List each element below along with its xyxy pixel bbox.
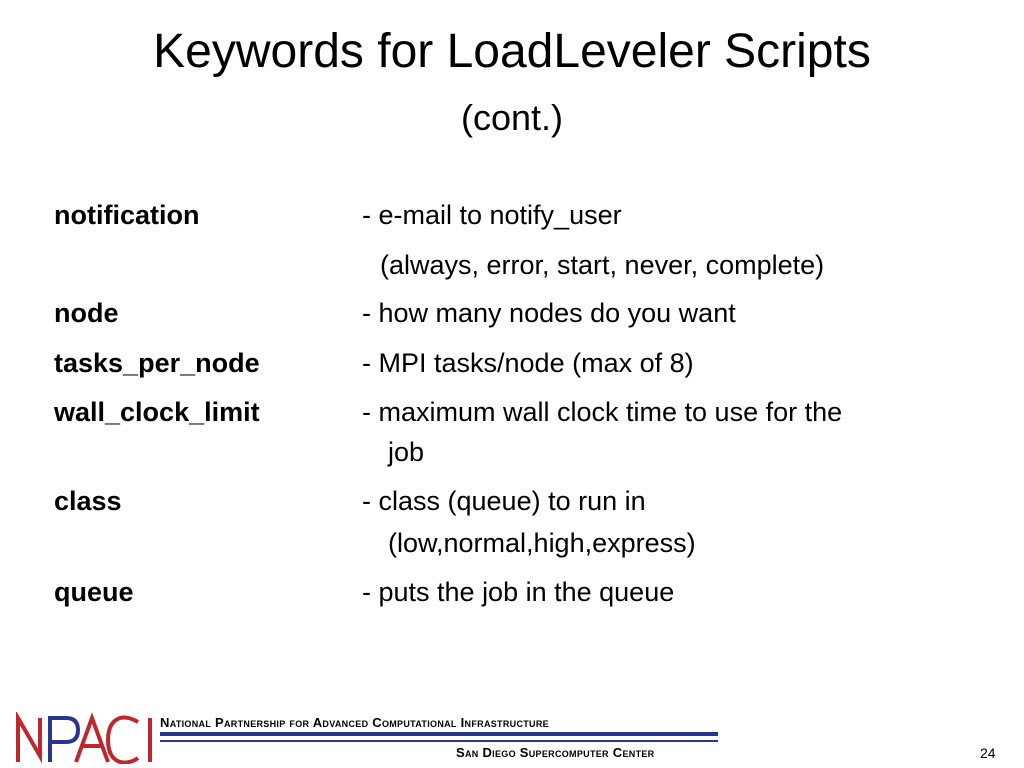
footer-center: San Diego Supercomputer Center (456, 745, 655, 760)
npaci-logo (14, 712, 158, 764)
footer-rule-top (160, 732, 718, 736)
footer-rule-bottom (160, 740, 718, 742)
keyword-class: class (54, 486, 122, 516)
slide-subtitle: (cont.) (460, 97, 564, 138)
desc-tasks-per-node: - MPI tasks/node (max of 8) (362, 348, 694, 378)
keyword-node: node (54, 298, 119, 328)
desc-class: - class (queue) to run in (362, 486, 646, 516)
page-number: 24 (980, 745, 996, 761)
desc-node: - how many nodes do you want (362, 298, 736, 328)
keyword-tasks-per-node: tasks_per_node (54, 348, 260, 378)
keyword-queue: queue (54, 577, 134, 607)
desc-notification: - e-mail to notify_user (362, 200, 622, 230)
keyword-notification: notification (54, 200, 200, 230)
desc-wall-clock-limit-cont: job (388, 437, 425, 467)
slide-title: Keywords for LoadLeveler Scripts (153, 25, 871, 78)
footer-organization: National Partnership for Advanced Computational Infrastructure (160, 715, 549, 730)
keyword-wall-clock-limit: wall_clock_limit (54, 397, 260, 427)
desc-notification-cont: (always, error, start, never, complete) (380, 250, 825, 280)
desc-class-cont: (low,normal,high,express) (388, 528, 696, 558)
desc-queue: - puts the job in the queue (362, 577, 675, 607)
desc-wall-clock-limit: - maximum wall clock time to use for the (362, 397, 843, 427)
